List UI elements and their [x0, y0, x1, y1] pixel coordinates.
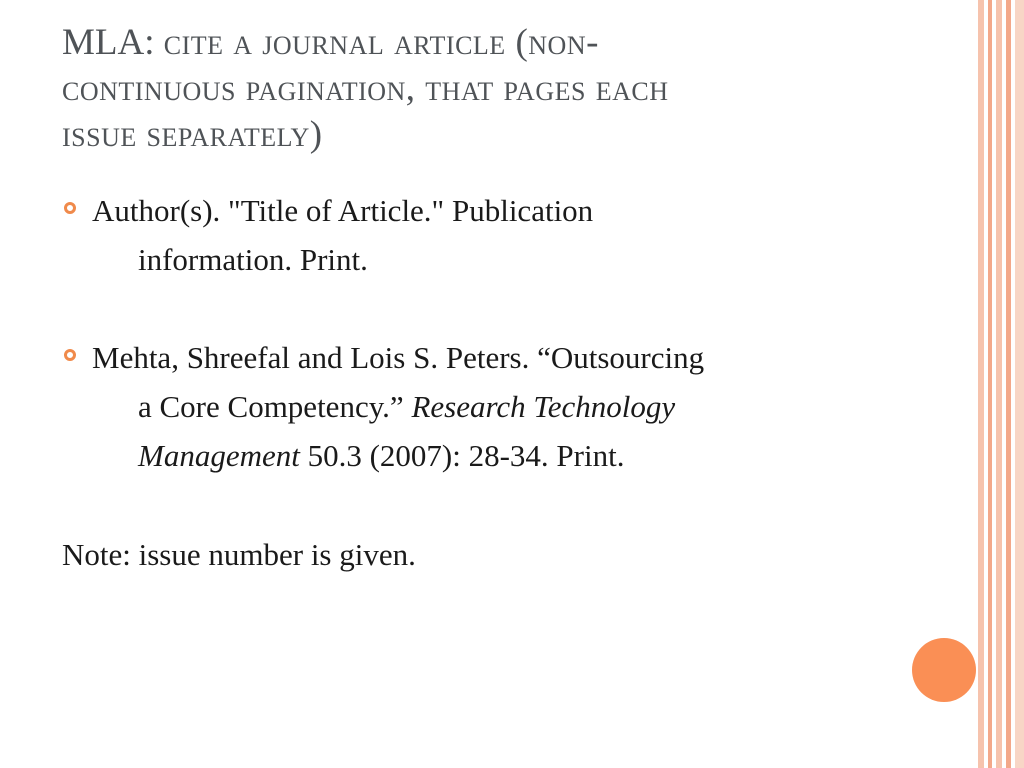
slide-title: [62, 20, 942, 158]
bullet-icon: [64, 202, 76, 214]
decorative-circle: [912, 638, 976, 702]
bullet-line: Author(s). "Title of Article." Publication: [92, 193, 594, 228]
title-line-3: issue separately): [62, 114, 323, 155]
bullet-line: [92, 382, 942, 431]
citation-text: 50.3 (2007): 28-34. Print.: [299, 438, 625, 473]
border-stripe: [996, 0, 1002, 768]
border-stripe: [988, 0, 992, 768]
bullet-line: information. Print.: [138, 242, 368, 277]
journal-title: Research Technology: [411, 389, 676, 424]
border-stripe: [1015, 0, 1024, 768]
bullet-line: Mehta, Shreefal and Lois S. Peters. “Outsourcing: [92, 340, 705, 375]
title-line-1-rest: cite a journal article (non-: [163, 22, 599, 63]
bullet-item-format: [62, 186, 942, 284]
citation-text: a Core Competency.”: [138, 389, 412, 424]
border-stripe: [1006, 0, 1011, 768]
title-lead: MLA:: [62, 22, 155, 63]
title-line-1: [62, 20, 942, 66]
bullet-icon: [64, 349, 76, 361]
border-stripe: [978, 0, 984, 768]
journal-title: Management: [138, 438, 300, 473]
bullet-line: [92, 431, 942, 480]
title-line-2: continuous pagination, that pages each: [62, 68, 669, 109]
note-text: Note: issue number is given.: [62, 537, 416, 572]
bullet-item-example: [62, 333, 942, 480]
bullet-list: [62, 186, 942, 529]
